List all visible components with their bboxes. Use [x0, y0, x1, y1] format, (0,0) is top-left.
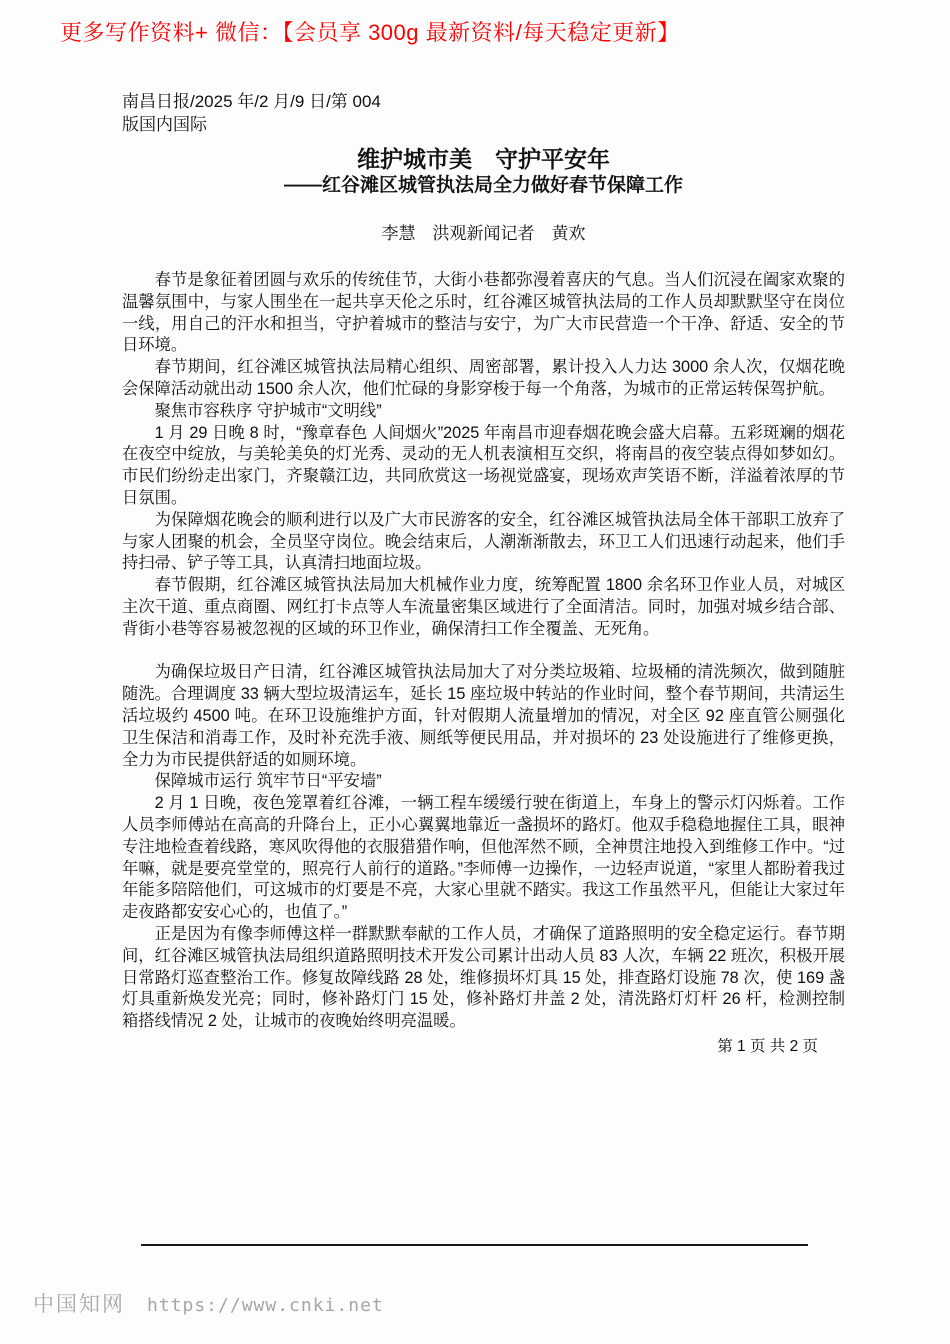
cnki-url: https://www.cnki.net	[147, 1295, 384, 1316]
section-heading: 保障城市运行 筑牢节日“平安墙”	[154, 772, 382, 791]
section-heading: 聚焦市容秩序 守护城市“文明线”	[154, 401, 382, 420]
page-indicator: 第 1 页 共 2 页	[717, 1037, 818, 1055]
article-subtitle: ——红谷滩区城管执法局全力做好春节保障工作	[283, 175, 683, 196]
article-paragraph: 春节假期，红谷滩区城管执法局加大机械作业力度，统筹配置 1800 余名环卫作业人员，对城区主次干道、重点商圈、网红打卡点等人车流量密集区域进行了全面清洁。同时，加强对城乡结合部、背街小巷等容易被忽视的区域的环卫作业，确保清扫工作全覆盖、无死角。	[122, 576, 845, 638]
article-paragraph: 为确保垃圾日产日清，红谷滩区城管执法局加大了对分类垃圾箱、垃圾桶的清洗频次，做到随脏随洗。合理调度 33 辆大型垃圾清运车，延长 15 座垃圾中转站的作业时间，整个春节期间，共清运生活垃圾约 4500 吨。在环卫设施维护方面，针对假期人流量增加的情况，对全区 92 座直管公厕强化卫生保洁和消毒工作，及时补充洗手液、厕纸等便民用品，并对损坏的 23 处设施进行了维修更换，全力为市民提供舒适的如厕环境。	[122, 663, 845, 769]
footer-divider	[141, 1244, 808, 1246]
article-paragraph: 春节期间，红谷滩区城管执法局精心组织、周密部署，累计投入人力达 3000 余人次，仅烟花晚会保障活动就出动 1500 余人次，他们忙碌的身影穿梭于每一个角落，为城市的正常运转保驾护航。	[122, 358, 845, 398]
article-content	[122, 90, 845, 1057]
promo-banner-text: 更多写作资料+ 微信：【会员享 300g 最新资料/每天稳定更新】	[60, 20, 680, 45]
source-meta-line2: 版国内国际	[122, 115, 207, 134]
paragraph-spacer	[122, 641, 845, 663]
article-paragraph: 1 月 29 日晚 8 时，“豫章春色 人间烟火”2025 年南昌市迎春烟花晚会盛大启幕。五彩斑斓的烟花在夜空中绽放，与美轮美奂的灯光秀、灵动的无人机表演相互交织，将南昌的夜空装点得如梦如幻。市民们纷纷走出家门，齐聚赣江边，共同欣赏这一场视觉盛宴，现场欢声笑语不断，洋溢着浓厚的节日氛围。	[122, 423, 845, 507]
source-meta	[122, 90, 845, 136]
article-paragraph: 正是因为有像李师傅这样一群默默奉献的工作人员，才确保了道路照明的安全稳定运行。春节期间，红谷滩区城管执法局组织道路照明技术开发公司累计出动人员 83 人次，车辆 22 班次，积极开展日常路灯巡查整治工作。修复故障线路 28 处，维修损坏灯具 15 处，排查路灯设施 78 次，使 169 盏灯具重新焕发光亮；同时，修补路灯门 15 处，修补路灯井盖 2 处，清洗路灯灯杆 26 杆，检测控制箱搭线情况 2 处，让城市的夜晚始终明亮温暖。	[122, 924, 845, 1031]
article-authors: 李慧 洪观新闻记者 黄欢	[381, 224, 586, 243]
source-meta-line1: 南昌日报/2025 年/2 月/9 日/第 004	[122, 92, 381, 111]
article-paragraph: 为保障烟花晚会的顺利进行以及广大市民游客的安全，红谷滩区城管执法局全体干部职工放弃了与家人团聚的机会，全员坚守岗位。晚会结束后，人潮渐渐散去，环卫工人们迅速行动起来，他们手持扫帚、铲子等工具，认真清扫地面垃圾。	[122, 510, 845, 573]
article-paragraph: 2 月 1 日晚，夜色笼罩着红谷滩，一辆工程车缓缓行驶在街道上，车身上的警示灯闪烁着。工作人员李师傅站在高高的升降台上，正小心翼翼地靠近一盏损坏的路灯。他双手稳稳地握住工具，眼神专注地检查着线路，寒风吹得他的衣服猎猎作响，但他浑然不顾，全神贯注地投入到维修工作中。“过年嘛，就是要亮堂堂的，照亮行人前行的道路。”李师傅一边操作，一边轻声说道，“家里人都盼着我过年能多陪陪他们，可这城市的灯要是不亮，大家心里就不踏实。我这工作虽然平凡，但能让大家过年走夜路都安安心心的，也值了。”	[122, 794, 845, 922]
cnki-logo-text: 中国知网	[33, 1293, 125, 1316]
article-body	[122, 270, 845, 1033]
article-title: 维护城市美 守护平安年	[357, 146, 610, 172]
article-paragraph: 春节是象征着团圆与欢乐的传统佳节，大街小巷都弥漫着喜庆的气息。当人们沉浸在阖家欢聚的温馨氛围中，与家人围坐在一起共享天伦之乐时，红谷滩区城管执法局的工作人员却默默坚守在岗位一线，用自己的汗水和担当，守护着城市的整洁与安宁，为广大市民营造一个干净、舒适、安全的节日环境。	[122, 271, 845, 355]
cnki-watermark	[33, 1288, 384, 1318]
